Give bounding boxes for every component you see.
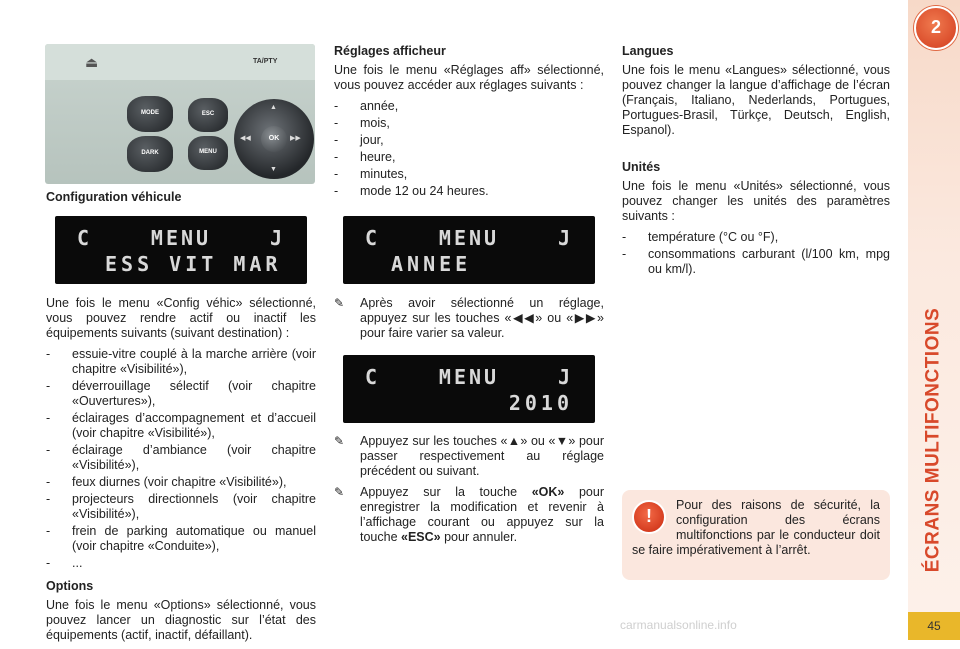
heading-unites: Unités (622, 160, 661, 174)
arrow-up-icon: ▲ (507, 434, 521, 448)
instruction-ok-esc: ✎ Appuyez sur la touche «OK» pour enregistrer la modification et revenir à l’affichage courant ou appuyez sur la touche «ESC» pour annuler. (334, 485, 604, 544)
list-item: - jour, (334, 133, 384, 147)
control-panel-photo (45, 44, 315, 184)
config-list (46, 347, 316, 571)
lcd-config-menu: C MENU J ESS VIT MAR (55, 216, 307, 284)
column-2 (334, 44, 604, 201)
chapter-number-badge: 2 (914, 6, 958, 50)
warning-icon: ! (632, 500, 666, 534)
list-item: - mode 12 ou 24 heures. (334, 184, 489, 198)
options-text: Une fois le menu «Options» sélectionné, vous pouvez lancer un diagnostic sur l’état des équipements (actif, inactif, défaillant). (46, 598, 316, 642)
watermark: carmanualsonline.info (620, 618, 737, 632)
list-item: - essuie-vitre couplé à la marche arrière (voir chapitre «Visibilité»), (46, 347, 316, 376)
list-item: - projecteurs directionnels (voir chapitre «Visibilité»), (46, 492, 316, 521)
config-intro: Une fois le menu «Config véhic» sélectionné, vous pouvez rendre actif ou inactif les équipements suivants (suivant destination) : (46, 296, 316, 340)
chapter-title: ÉCRANS MULTIFONCTIONS (922, 307, 944, 573)
rewind-icon: ◀◀ (511, 311, 536, 325)
pen-icon: ✎ (334, 296, 345, 310)
unites-text: Une fois le menu «Unités» sélectionné, vous pouvez changer les unités des paramètres suivants : (622, 179, 890, 223)
column-1 (46, 190, 316, 209)
list-item: - minutes, (334, 167, 408, 181)
menu-button: MENU (188, 136, 228, 170)
arrow-left-icon: ◀◀ (240, 135, 251, 142)
heading-reglages: Réglages afficheur (334, 44, 446, 58)
column-1-body (46, 296, 316, 649)
page-number: 45 (908, 612, 960, 640)
esc-button: ESC (188, 98, 228, 132)
dark-button: DARK (127, 136, 173, 172)
ok-button: OK (261, 126, 287, 152)
instruction-adjust: ✎ Après avoir sélectionné un réglage, appuyez sur les touches «◀◀» ou «▶▶» pour faire varier sa valeur. (334, 296, 604, 340)
list-item: - année, (334, 99, 399, 113)
list-item: - déverrouillage sélectif (voir chapitre «Ouvertures»), (46, 379, 316, 408)
instruction-navigate: ✎ Appuyez sur les touches «▲» ou «▼» pour passer respectivement au réglage précédent ou suivant. (334, 434, 604, 478)
pen-icon: ✎ (334, 434, 345, 448)
heading-configuration: Configuration véhicule (46, 190, 182, 204)
list-item: - frein de parking automatique ou manuel (voir chapitre «Conduite»), (46, 524, 316, 553)
lcd-year-value: C MENU J 2010 (343, 355, 595, 423)
heading-options: Options (46, 579, 94, 593)
lcd-annee: C MENU J ANNEE (343, 216, 595, 284)
column-2-bullets (334, 434, 604, 551)
column-2-bullet-1 (334, 296, 604, 347)
column-3 (622, 44, 890, 279)
list-item: - température (°C ou °F), (622, 230, 779, 244)
arrow-down-icon: ▼ (270, 166, 277, 173)
heading-langues: Langues (622, 44, 674, 58)
list-item: - éclairage d’ambiance (voir chapitre «Visibilité»), (46, 443, 316, 472)
langues-text: Une fois le menu «Langues» sélectionné, vous pouvez changer la langue d’affichage de l’écran (Français, Italiano, Nederlands, Portugues, Portugues-Brasil, Türkçe, Deutsch, English, Espanol). (622, 63, 890, 137)
list-item: - ... (46, 556, 83, 570)
list-item: - éclairages d’accompagnement et d’accueil (voir chapitre «Visibilité»), (46, 411, 316, 440)
ta-pty-label: TA/PTY (253, 58, 278, 65)
warning-text: Pour des raisons de sécurité, la configuration des écrans multifonctions par le conducteur doit se faire impérativement à l’arrêt. (632, 498, 880, 557)
list-item: - mois, (334, 116, 390, 130)
arrow-down-icon: ▼ (555, 434, 569, 448)
forward-icon: ▶▶ (573, 311, 598, 325)
unites-list (622, 230, 890, 277)
arrow-up-icon: ▲ (270, 104, 277, 111)
reglages-intro: Une fois le menu «Réglages aff» sélectionné, vous pouvez accéder aux réglages suivants : (334, 63, 604, 92)
list-item: - consommations carburant (l/100 km, mpg ou km/l). (622, 247, 890, 276)
pen-icon: ✎ (334, 485, 345, 499)
list-item: - feux diurnes (voir chapitre «Visibilité»), (46, 475, 287, 489)
mode-button: MODE (127, 96, 173, 132)
list-item: - heure, (334, 150, 396, 164)
safety-warning-box (622, 490, 890, 580)
arrow-right-icon: ▶▶ (290, 135, 301, 142)
reglages-list (334, 99, 604, 199)
eject-icon: ⏏ (85, 54, 99, 70)
